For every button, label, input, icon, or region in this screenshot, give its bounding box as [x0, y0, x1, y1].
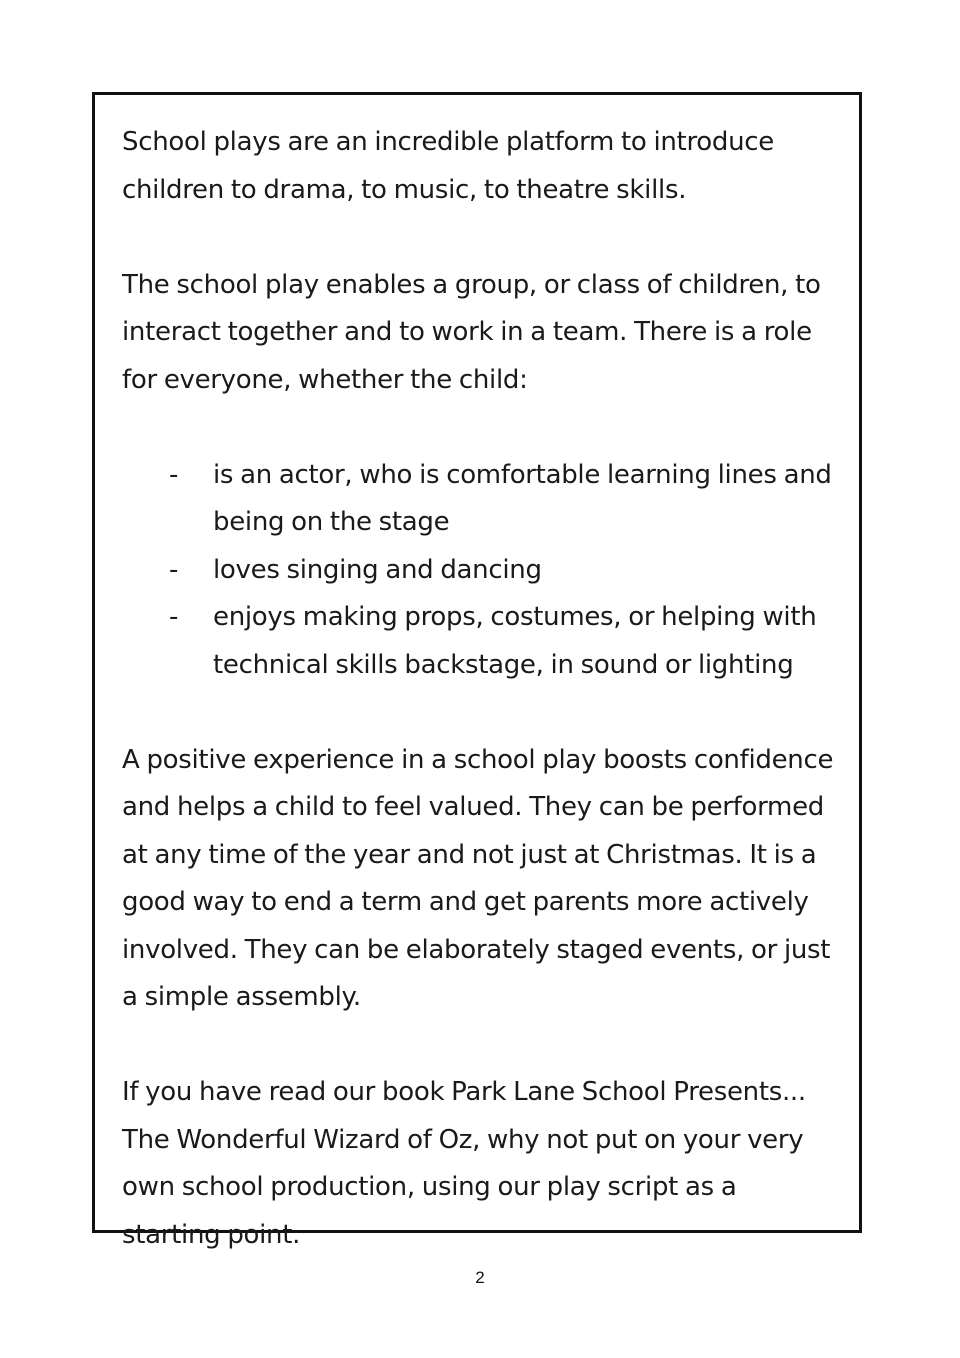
paragraph-teamwork: The school play enables a group, or class of children, to interact together and to work in a team. There is a role for everyone, whether the child:: [122, 269, 821, 395]
list-item-text: enjoys making props, costumes, or helping with technical skills backstage, in sound or lighting: [213, 602, 817, 680]
paragraph-spacer: [122, 404, 838, 452]
bullet-marker: -: [169, 602, 179, 632]
paragraph-confidence: A positive experience in a school play boosts confidence and helps a child to feel valued. They can be performed at any time of the year and not just at Christmas. It is a good way to end a term and get parents more actively involved. They can be elaborately staged events, or just a simple assembly.: [122, 744, 834, 1012]
list-item-text: is an actor, who is comfortable learning lines and being on the stage: [213, 459, 832, 537]
paragraph-spacer: [122, 689, 838, 737]
paragraph-spacer: [122, 1022, 838, 1070]
bullet-marker: -: [169, 554, 179, 585]
bullet-marker: -: [169, 459, 179, 490]
paragraph-book-reference: If you have read our book Park Lane School Presents... The Wonderful Wizard of Oz, why not put on your very own school production, using our play script as a starting point.: [122, 1077, 806, 1250]
paragraph-spacer: [122, 214, 838, 262]
list-item-text: loves singing and dancing: [213, 554, 542, 585]
paragraph-intro: School plays are an incredible platform to introduce children to drama, to music, to theatre skills.: [122, 127, 774, 205]
list-item: [122, 594, 838, 689]
role-list: [122, 452, 838, 690]
list-item: [122, 452, 838, 547]
list-item: [122, 547, 838, 595]
content-frame: [92, 92, 862, 1250]
page-number: 2: [475, 1268, 485, 1287]
body-text: [122, 119, 838, 1259]
